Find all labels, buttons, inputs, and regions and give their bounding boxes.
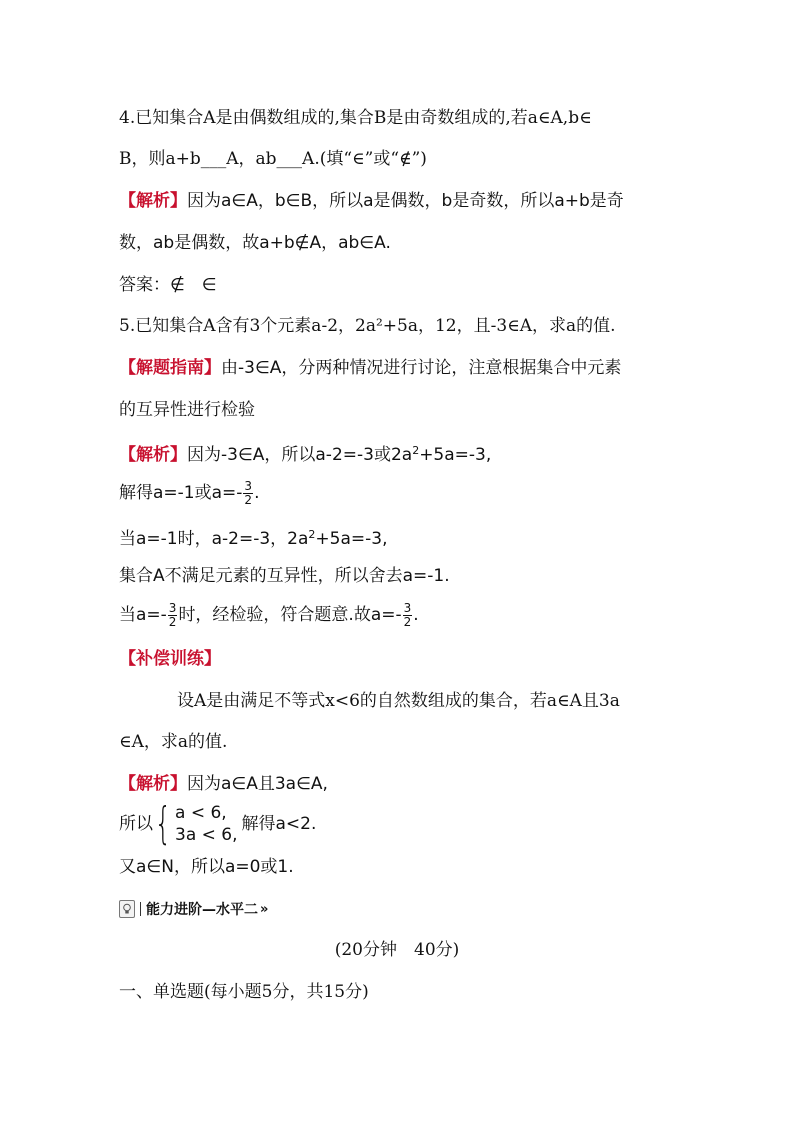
q5-case1-text-a: 当a=-1时，a-2=-3，2a (119, 529, 309, 549)
guide-tag: 【解题指南】 (119, 358, 221, 378)
supplement-analysis-text: 因为a∈A且3a∈A, (187, 774, 328, 794)
supplement-conclusion: 又a∈N，所以a=0或1. (119, 857, 294, 877)
fraction-numerator: 3 (244, 478, 253, 493)
superscript: 2 (412, 444, 420, 457)
section-title: 能力进阶—水平二 (146, 902, 258, 918)
q5-line-1: 5.已知集合A含有3个元素a-2，2a²+5a，12，且-3∈A，求a的值. (119, 316, 616, 336)
inequality-system (119, 798, 317, 849)
so-label: 所以 (119, 814, 153, 834)
fraction (168, 602, 178, 629)
q5-case1-reject: 集合A不满足元素的互异性，所以舍去a=-1. (119, 566, 450, 586)
supplement-question-line-2: ∈A，求a的值. (119, 732, 228, 752)
q5-case2-end: . (413, 605, 419, 625)
fraction-numerator: 3 (168, 600, 177, 615)
q5-analysis-text-b: +5a=-3, (419, 445, 492, 465)
q5-analysis-text-a: 因为-3∈A，所以a-2=-3或2a (187, 445, 413, 465)
q5-solve-end: . (254, 483, 260, 503)
inequality-list (175, 802, 238, 846)
q4-analysis-text-1: 因为a∈A，b∈B，所以a是偶数，b是奇数，所以a+b是奇 (187, 191, 624, 211)
fraction-denominator: 2 (244, 492, 253, 507)
q5-guide-line-2: 的互异性进行检验 (119, 400, 255, 420)
q5-solve-line (119, 479, 259, 507)
q4-line-2: B，则a+b___A，ab___A.(填“∈”或“∉”) (119, 149, 427, 169)
q5-case2-text-a: 当a=- (119, 605, 167, 625)
fraction (403, 602, 413, 629)
analysis-tag: 【解析】 (119, 774, 187, 794)
brace-symbol: { (154, 798, 172, 849)
fraction-denominator: 2 (168, 614, 177, 629)
lightbulb-icon (119, 900, 135, 918)
q5-analysis-line-1 (119, 439, 491, 467)
q5-case2-text-b: 时，经检验，符合题意.故a=- (178, 605, 402, 625)
chevron-icon: » (260, 901, 269, 917)
fraction-numerator: 3 (403, 600, 412, 615)
analysis-tag: 【解析】 (119, 445, 187, 465)
section-time: (20分钟 40分) (334, 940, 460, 960)
fraction (243, 480, 253, 507)
analysis-tag: 【解析】 (119, 191, 187, 211)
inequality-1: a < 6, (175, 803, 227, 823)
q4-analysis-line-2: 数，ab是偶数，故a+b∉A，ab∈A. (119, 233, 391, 253)
supplement-analysis-line-1 (119, 772, 328, 796)
supplement-solve: 解得a<2. (241, 814, 317, 834)
q5-case1-text-b: +5a=-3, (315, 529, 388, 549)
q4-line-1: 4.已知集合A是由偶数组成的,集合B是由奇数组成的,若a∈A,b∈ (119, 108, 592, 128)
q4-answer: 答案：∉ ∈ (119, 275, 217, 295)
supplement-system-line (119, 798, 317, 849)
inequality-2: 3a < 6, (175, 825, 238, 845)
section-part-1: 一、单选题(每小题5分，共15分) (119, 982, 369, 1002)
supplement-tag-line (119, 647, 221, 671)
supplement-question-line-1: 设A是由满足不等式x<6的自然数组成的集合，若a∈A且3a (177, 691, 620, 711)
q5-guide-line-1 (119, 356, 621, 380)
superscript: 2 (308, 528, 316, 541)
supplement-tag: 【补偿训练】 (119, 649, 221, 669)
q5-case1-line (119, 523, 388, 551)
q4-analysis-line-1 (119, 189, 624, 213)
section-header (119, 898, 268, 920)
fraction-denominator: 2 (403, 614, 412, 629)
q5-case2-line (119, 601, 419, 629)
divider (140, 902, 141, 916)
q5-guide-text-1: 由-3∈A，分两种情况进行讨论，注意根据集合中元素 (221, 358, 622, 378)
q5-solve-text: 解得a=-1或a=- (119, 483, 243, 503)
